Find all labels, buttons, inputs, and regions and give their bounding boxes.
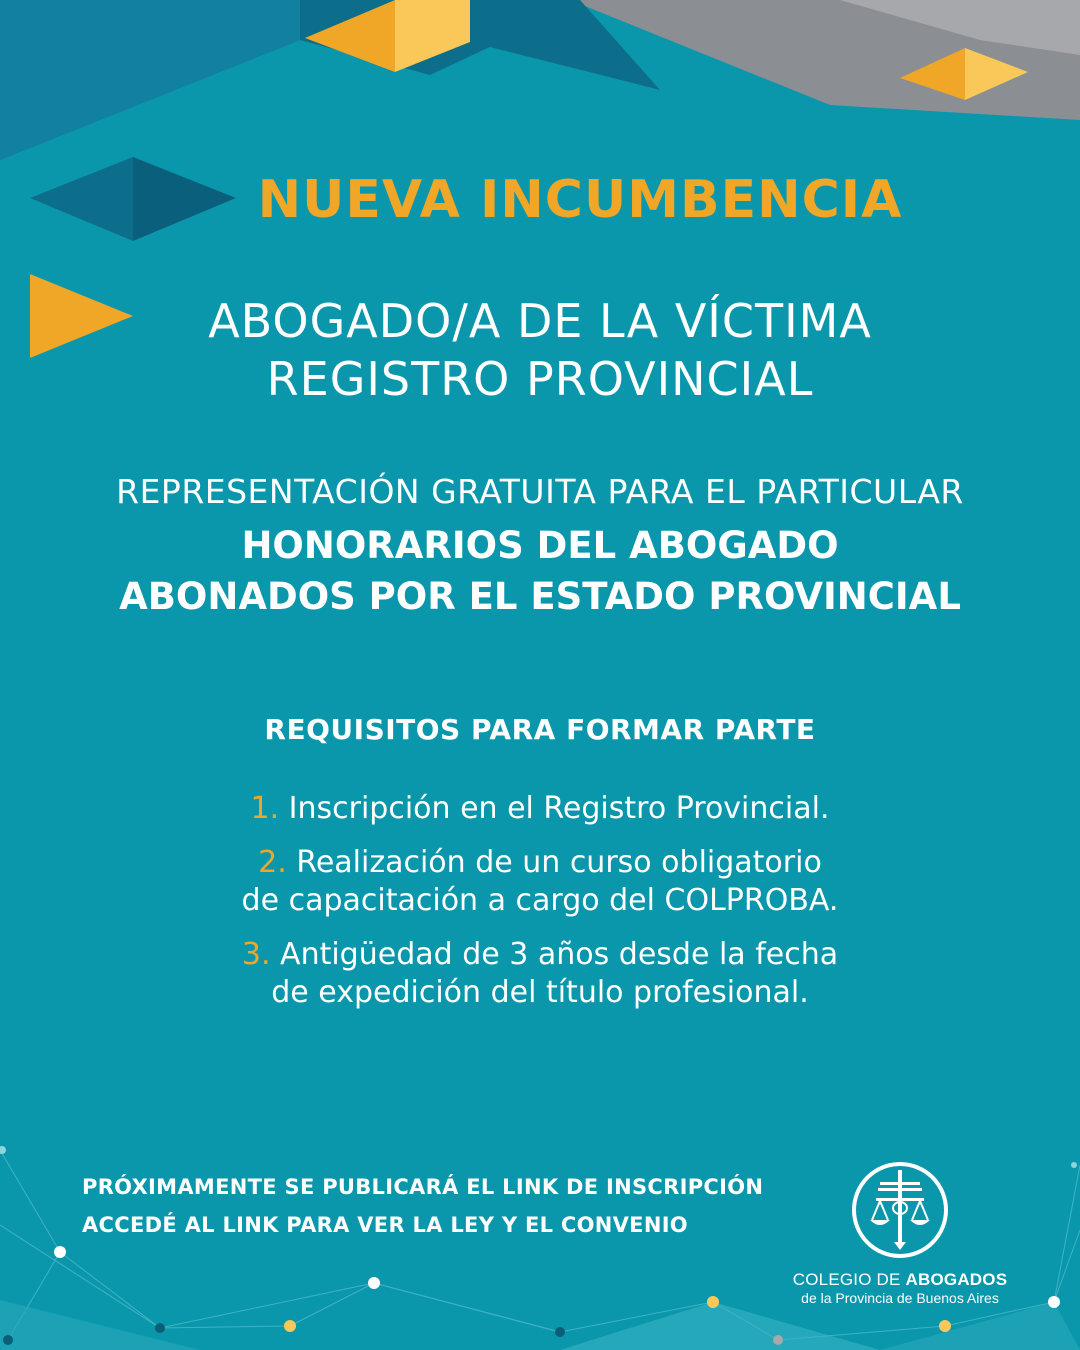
requirement-text: Inscripción en el Registro Provincial.	[288, 791, 830, 826]
requirement-text: Realización de un curso obligatorio	[296, 845, 822, 880]
requirement-item-1	[0, 790, 1080, 828]
requirements-heading: REQUISITOS PARA FORMAR PARTE	[264, 713, 816, 746]
bottom-light-shape-left	[0, 1300, 200, 1350]
requirement-text-continued: de capacitación a cargo del COLPROBA.	[241, 883, 839, 918]
footer-note-law-link[interactable]: ACCEDÉ AL LINK PARA VER LA LEY Y EL CONVENIO	[82, 1213, 688, 1237]
footer-notes	[82, 1168, 802, 1244]
title-block	[0, 292, 1080, 408]
requirement-text: Antigüedad de 3 años desde la fecha	[280, 937, 839, 972]
title-line-2: REGISTRO PROVINCIAL	[266, 352, 814, 406]
fees-line-1: HONORARIOS DEL ABOGADO	[241, 524, 839, 567]
headline: NUEVA INCUMBENCIA	[257, 170, 903, 230]
requirement-number: 2.	[258, 845, 287, 880]
subtitle: REPRESENTACIÓN GRATUITA PARA EL PARTICULAR	[116, 472, 964, 511]
fees-line-2: ABONADOS POR EL ESTADO PROVINCIAL	[119, 575, 961, 618]
logo-name	[780, 1270, 1020, 1290]
footer-note-registration: PRÓXIMAMENTE SE PUBLICARÁ EL LINK DE INSCRIPCIÓN	[82, 1175, 764, 1199]
top-left-shape-light	[0, 0, 300, 160]
title-line-1: ABOGADO/A DE LA VÍCTIMA	[208, 294, 872, 348]
logo-name-bold: ABOGADOS	[905, 1270, 1008, 1289]
logo-name-light: COLEGIO DE	[792, 1270, 901, 1289]
scales-of-justice-icon	[850, 1160, 950, 1260]
requirement-item-3	[0, 936, 1080, 1012]
requirement-text-continued: de expedición del título profesional.	[271, 975, 809, 1010]
requirements-list	[0, 790, 1080, 1028]
requirement-number: 3.	[241, 937, 271, 972]
bottom-light-shape-right	[880, 1302, 1080, 1350]
logo-subtitle: de la Provincia de Buenos Aires	[801, 1290, 999, 1306]
fees-block	[0, 520, 1080, 622]
bottom-light-shape-mid	[560, 1302, 880, 1350]
requirement-number: 1.	[250, 791, 280, 826]
requirement-item-2	[0, 844, 1080, 920]
colegio-logo	[780, 1160, 1020, 1306]
